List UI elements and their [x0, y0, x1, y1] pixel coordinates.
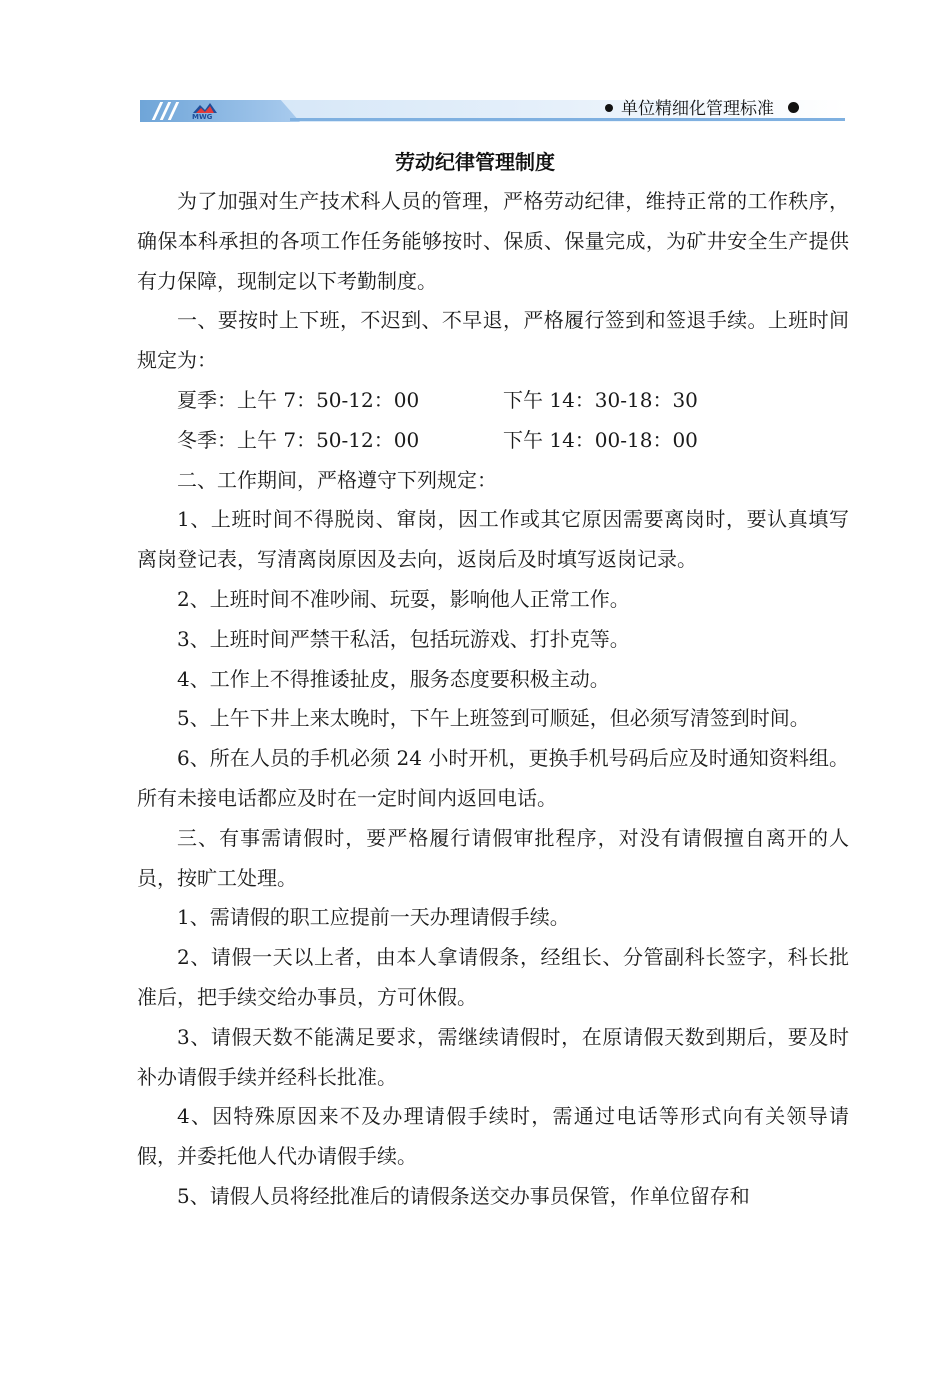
- paragraph: 3、上班时间严禁干私活，包括玩游戏、打扑克等。: [177, 626, 630, 651]
- paragraph: 2、上班时间不准吵闹、玩耍，影响他人正常工作。: [177, 586, 630, 611]
- schedule-row: [137, 421, 849, 461]
- paragraph: 4、工作上不得推诿扯皮，服务态度要积极主动。: [177, 666, 610, 691]
- document-body: [137, 182, 849, 1217]
- paragraph: 4、因特殊原因来不及办理请假手续时，需通过电话等形式向有关领导请假，并委托他人代办请假手续。: [137, 1104, 849, 1169]
- schedule-afternoon: 下午 14：30-18：30: [503, 387, 698, 412]
- schedule-afternoon: 下午 14：00-18：00: [503, 427, 698, 452]
- paragraph: 3、请假天数不能满足要求，需继续请假时，在原请假天数到期后，要及时补办请假手续并经科长批准。: [137, 1024, 849, 1089]
- paragraph: 2、请假一天以上者，由本人拿请假条，经组长、分管副科长签字，科长批准后，把手续交给办事员，方可休假。: [137, 945, 849, 1009]
- header-title-wrap: [597, 94, 807, 119]
- paragraph: 一、要按时上下班，不迟到、不早退，严格履行签到和签退手续。上班时间规定为：: [137, 308, 849, 373]
- bullet-icon: [788, 102, 799, 113]
- paragraph: 二、工作期间，严格遵守下列规定：: [177, 467, 497, 492]
- schedule-morning: 夏季：上午 7：50-12：00: [177, 387, 420, 412]
- bullet-icon: [605, 104, 613, 112]
- schedule-morning: 冬季：上午 7：50-12：00: [177, 427, 420, 452]
- page-header: [140, 88, 845, 124]
- paragraph: 1、需请假的职工应提前一天办理请假手续。: [177, 905, 570, 930]
- logo-text: MWG: [192, 113, 213, 121]
- paragraph: 5、请假人员将经批准后的请假条送交办事员保管，作单位留存和: [177, 1183, 750, 1208]
- header-title: 单位精细化管理标准: [621, 99, 774, 119]
- schedule-row: [137, 381, 849, 421]
- paragraph: 三、有事需请假时，要严格履行请假审批程序，对没有请假擅自离开的人员，按旷工处理。: [137, 825, 849, 890]
- document-title: 劳动纪律管理制度: [395, 150, 555, 174]
- paragraph: 1、上班时间不得脱岗、窜岗，因工作或其它原因需要离岗时，要认真填写离岗登记表，写清离岗原因及去向，返岗后及时填写返岗记录。: [137, 507, 849, 572]
- paragraph: 6、所在人员的手机必须 24 小时开机，更换手机号码后应及时通知资料组。所有未接电话都应及时在一定时间内返回电话。: [137, 746, 849, 810]
- paragraph: 为了加强对生产技术科人员的管理，严格劳动纪律，维持正常的工作秩序，确保本科承担的各项工作任务能够按时、保质、保量完成，为矿井安全生产提供有力保障，现制定以下考勤制度。: [137, 189, 849, 293]
- paragraph: 5、上午下井上来太晚时，下午上班签到可顺延，但必须写清签到时间。: [177, 706, 810, 731]
- chevron-decoration-icon: [154, 102, 190, 120]
